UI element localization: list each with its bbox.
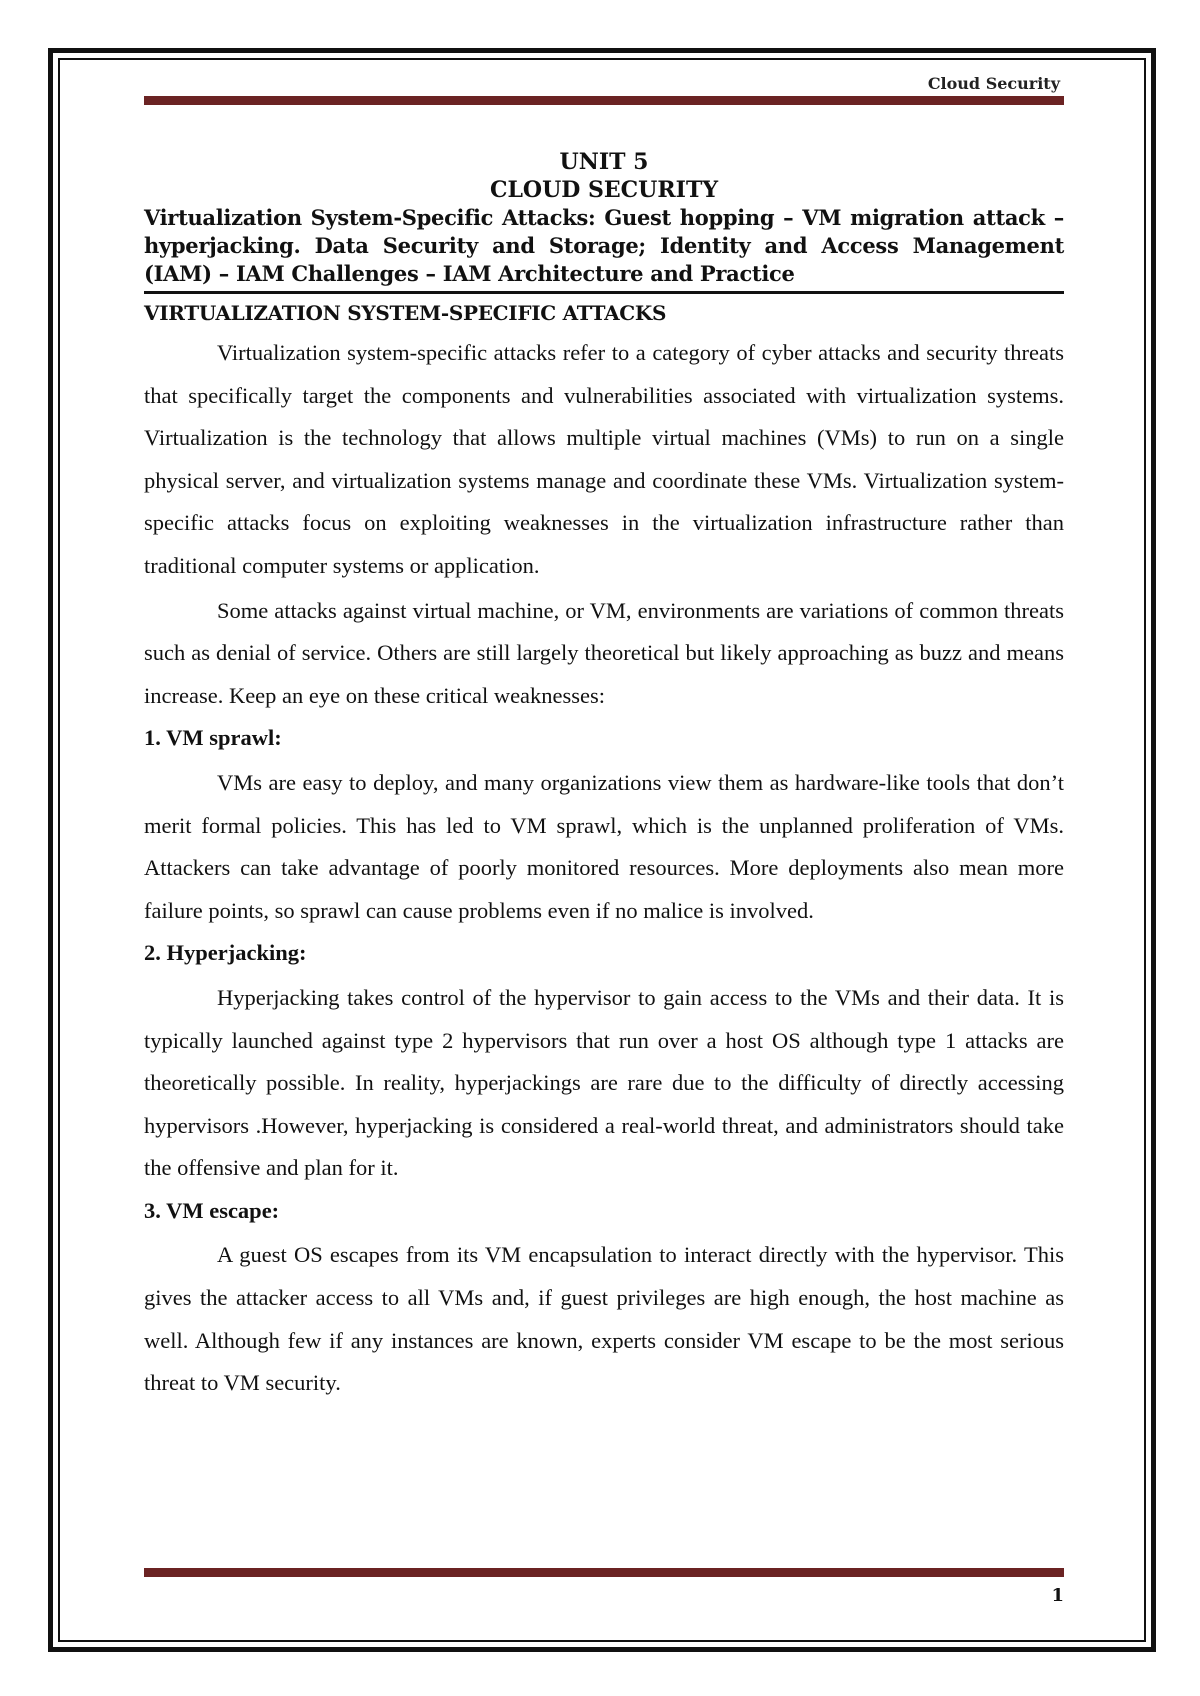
- document-body: [144, 148, 1064, 1405]
- item-heading-vm-escape: 3. VM escape:: [144, 1197, 280, 1223]
- syllabus-summary: Virtualization System-Specific Attacks: Guest hopping – VM migration attack – hyperjacking. Data Security and Storage; Identity and Access Management (IAM) – IAM Challenges – IAM Architecture and Practice: [144, 204, 1064, 294]
- page-number: 1: [1051, 1585, 1064, 1606]
- item-heading-hyperjacking: 2. Hyperjacking:: [144, 940, 307, 966]
- footer-rule: [144, 1568, 1064, 1577]
- intro-paragraph-2: Some attacks against virtual machine, or VM, environments are variations of common threats such as denial of service. Others are still largely theoretical but likely approaching as buzz and means increase. Keep an eye on these critical weaknesses:: [144, 597, 1064, 708]
- item-text-vm-sprawl: VMs are easy to deploy, and many organizations view them as hardware-like tools that don’t merit formal policies. This has led to VM sprawl, which is the unplanned proliferation of VMs. Attackers can take advantage of poorly monitored resources. More deployments also mean more failure points, so sprawl can cause problems even if no malice is involved.: [144, 769, 1064, 923]
- section-heading: VIRTUALIZATION SYSTEM-SPECIFIC ATTACKS: [144, 301, 667, 325]
- item-text-hyperjacking: Hyperjacking takes control of the hypervisor to gain access to the VMs and their data. It is typically launched against type 2 hypervisors that run over a host OS although type 1 attacks are theoretically possible. In reality, hyperjackings are rare due to the difficulty of directly accessing hypervisors .However, hyperjacking is considered a real-world threat, and administrators should take the offensive and plan for it.: [144, 984, 1064, 1181]
- item-text-vm-escape: A guest OS escapes from its VM encapsulation to interact directly with the hypervisor. This gives the attacker access to all VMs and, if guest privileges are high enough, the host machine as well. Although few if any instances are known, experts consider VM escape to be the most serious threat to VM security.: [144, 1242, 1064, 1396]
- item-heading-vm-sprawl: 1. VM sprawl:: [144, 725, 282, 751]
- unit-title: UNIT 5: [559, 149, 649, 175]
- intro-paragraph-1: Virtualization system-specific attacks refer to a category of cyber attacks and security threats that specifically target the components and vulnerabilities associated with virtualization systems. Virtualization is the technology that allows multiple virtual machines (VMs) to run on a single physical server, and virtualization systems manage and coordinate these VMs. Virtualization system-specific attacks focus on exploiting weaknesses in the virtualization infrastructure rather than traditional computer systems or application.: [144, 340, 1064, 578]
- header-rule: [144, 96, 1064, 105]
- running-header-title: Cloud Security: [927, 74, 1060, 93]
- course-title: CLOUD SECURITY: [489, 177, 719, 203]
